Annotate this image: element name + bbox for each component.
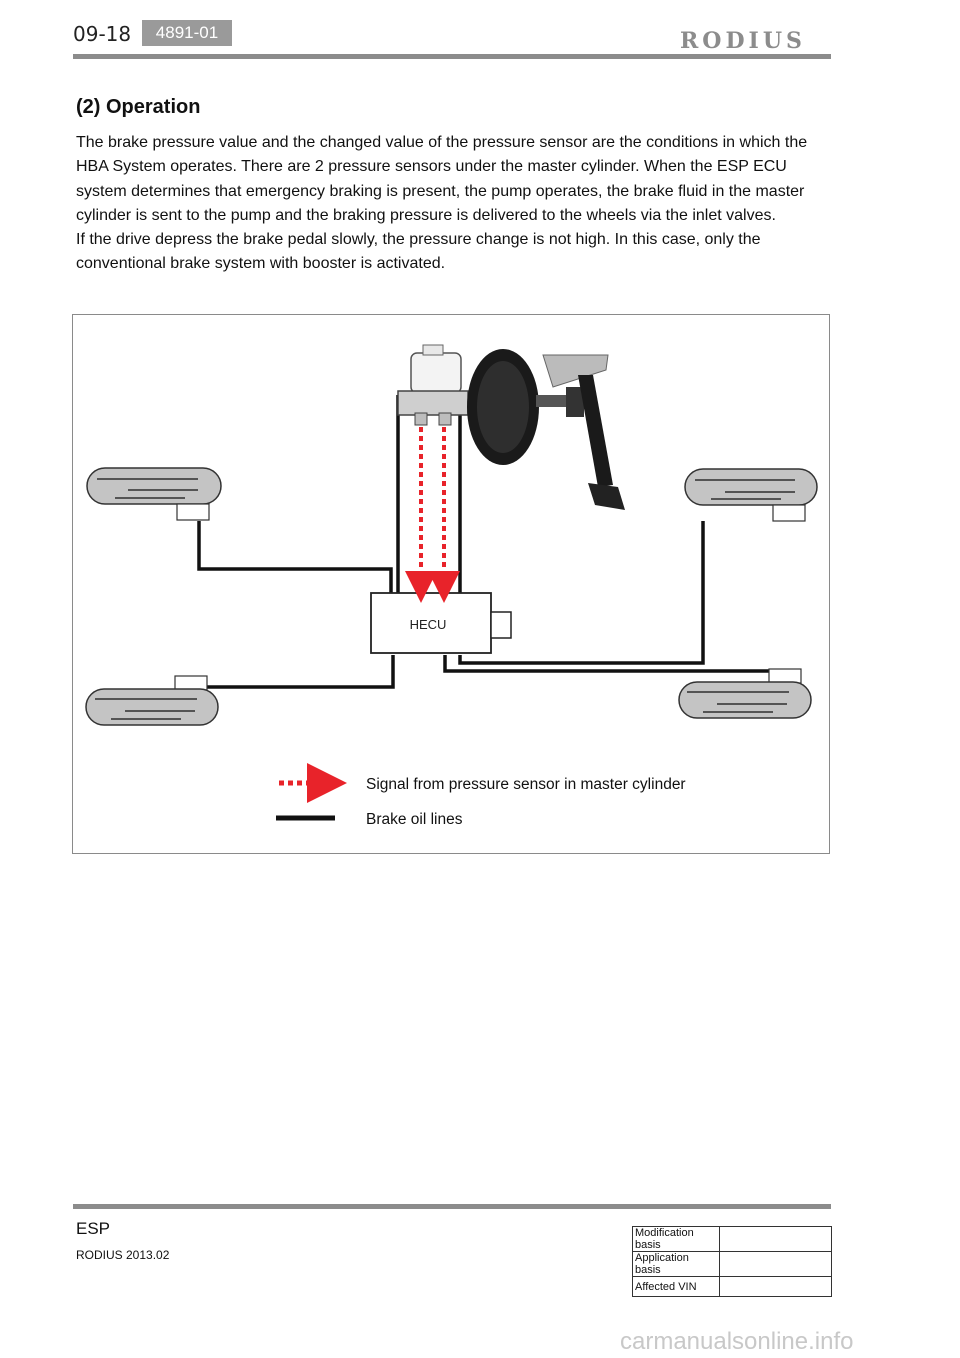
revision-value bbox=[720, 1277, 832, 1297]
table-row bbox=[633, 1252, 832, 1277]
pressure-signal-arrows bbox=[421, 427, 444, 587]
brake-line-front-right bbox=[460, 521, 703, 663]
brake-line-rear-left bbox=[207, 655, 393, 687]
revision-label: Application basis bbox=[633, 1252, 720, 1277]
watermark: carmanualsonline.info bbox=[620, 1328, 854, 1355]
legend-brake-line-label: Brake oil lines bbox=[366, 811, 463, 828]
paragraph: The brake pressure value and the changed value of the pressure sensor are the conditions in which the HBA System operates. There are 2 pressure sensors under the master cylinder. When the ESP ECU system determines that emergency braking is present, the pump operates, the brake fluid in the master cylinder is sent to the pump and the braking pressure is delivered to the wheels via the inlet valves. bbox=[76, 134, 808, 224]
brake-line-front-left bbox=[199, 521, 391, 596]
revision-value bbox=[720, 1252, 832, 1277]
section-code-badge: 4891-01 bbox=[142, 20, 232, 46]
wheel-rear-left bbox=[86, 676, 218, 725]
wheel-front-right bbox=[685, 469, 817, 521]
footer-divider bbox=[73, 1204, 831, 1209]
body-text bbox=[76, 131, 826, 277]
table-row bbox=[633, 1277, 832, 1297]
legend bbox=[276, 776, 686, 828]
wheel-rear-right bbox=[679, 669, 811, 718]
footer-section-name: ESP bbox=[76, 1219, 111, 1238]
wheel-front-left bbox=[87, 468, 221, 520]
master-cylinder-booster-pedal bbox=[398, 345, 625, 510]
revision-label: Affected VIN bbox=[633, 1277, 720, 1297]
legend-signal-label: Signal from pressure sensor in master cylinder bbox=[366, 776, 686, 793]
brand-logo: RODIUS bbox=[680, 28, 806, 54]
section-heading: (2) Operation bbox=[76, 96, 201, 118]
table-row bbox=[633, 1227, 832, 1252]
revision-label: Modification basis bbox=[633, 1227, 720, 1252]
header-divider bbox=[73, 54, 831, 59]
paragraph: If the drive depress the brake pedal slowly, the pressure change is not high. In this case, only the conventional brake system with booster is activated. bbox=[76, 231, 761, 273]
page-number: 09-18 bbox=[73, 22, 132, 46]
revision-table bbox=[632, 1226, 832, 1297]
footer-model: RODIUS 2013.02 bbox=[76, 1248, 170, 1262]
hecu-label: HECU bbox=[409, 617, 447, 632]
diagram-canvas bbox=[73, 315, 831, 855]
hba-operation-diagram bbox=[72, 314, 830, 854]
revision-value bbox=[720, 1227, 832, 1252]
hecu-unit bbox=[371, 593, 511, 653]
